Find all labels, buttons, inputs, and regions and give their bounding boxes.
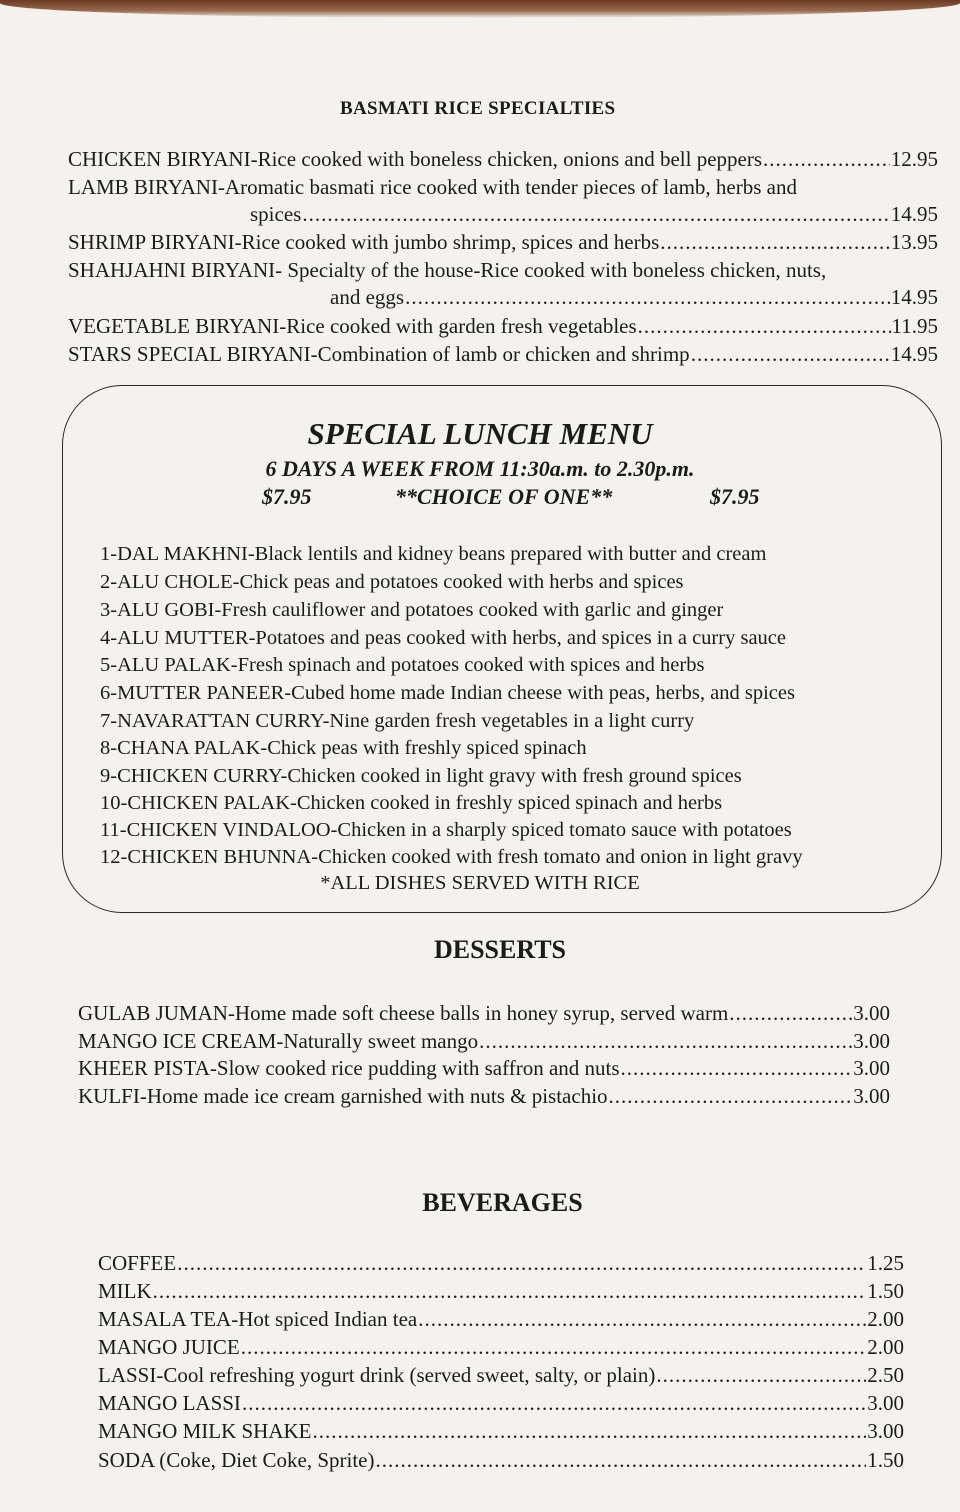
item-description: LAMB BIRYANI-Aromatic basmati rice cooked with tender pieces of lamb, herbs and [68, 175, 797, 199]
beverage-item [98, 1362, 904, 1388]
leader-dots [242, 1390, 866, 1416]
page-top-edge [0, 0, 960, 18]
item-price: 3.00 [867, 1391, 904, 1415]
leader-dots [177, 1250, 866, 1276]
leader-dots [153, 1278, 867, 1304]
beverage-item [98, 1418, 904, 1444]
lunch-item: 9-CHICKEN CURRY-Chicken cooked in light gravy with fresh ground spices [100, 765, 742, 787]
item-description: SHAHJAHNI BIRYANI- Specialty of the house-Rice cooked with boneless chicken, nuts, [68, 258, 827, 282]
lunch-item: 4-ALU MUTTER-Potatoes and peas cooked with herbs, and spices in a curry sauce [100, 627, 786, 649]
item-description: STARS SPECIAL BIRYANI-Combination of lamb or chicken and shrimp [68, 342, 690, 366]
lunch-item: 12-CHICKEN BHUNNA-Chicken cooked with fresh tomato and onion in light gravy [100, 846, 803, 868]
leader-dots [313, 1418, 867, 1444]
beverage-item [98, 1250, 904, 1276]
lunch-note: *ALL DISHES SERVED WITH RICE [320, 872, 640, 894]
item-price: 1.50 [867, 1279, 904, 1303]
rice-section-title: BASMATI RICE SPECIALTIES [340, 98, 616, 119]
lunch-menu-title: SPECIAL LUNCH MENU [307, 416, 653, 451]
item-description: MANGO MILK SHAKE [98, 1419, 312, 1443]
lunch-item: 3-ALU GOBI-Fresh cauliflower and potatoes cooked with garlic and ginger [100, 599, 724, 621]
item-description: GULAB JUMAN-Home made soft cheese balls in honey syrup, served warm [78, 1001, 729, 1025]
menu-item-stars-special-biryani [68, 341, 938, 367]
leader-dots [241, 1334, 867, 1360]
item-price: 14.95 [890, 342, 938, 366]
item-price: 2.00 [867, 1307, 904, 1331]
leader-dots [638, 313, 891, 339]
dessert-item [78, 1000, 890, 1026]
lunch-hours: 6 DAYS A WEEK FROM 11:30a.m. to 2.30p.m. [265, 456, 695, 481]
item-description-cont: and eggs [330, 285, 405, 309]
item-description: KHEER PISTA-Slow cooked rice pudding with saffron and nuts [78, 1056, 620, 1080]
leader-dots [691, 341, 890, 367]
menu-item-chicken-biryani [68, 146, 938, 172]
beverage-item [98, 1447, 904, 1473]
dessert-item [78, 1055, 890, 1081]
item-description: MANGO ICE CREAM-Naturally sweet mango [78, 1029, 479, 1053]
item-price: 3.00 [853, 1056, 890, 1080]
item-price: 14.95 [890, 202, 938, 226]
menu-item-shahjahni-biryani [68, 257, 938, 283]
leader-dots [405, 284, 890, 310]
lunch-item: 6-MUTTER PANEER-Cubed home made Indian cheese with peas, herbs, and spices [100, 682, 795, 704]
item-description: COFFEE [98, 1251, 177, 1275]
leader-dots [375, 1447, 866, 1473]
item-description: LASSI-Cool refreshing yogurt drink (served sweet, salty, or plain) [98, 1363, 656, 1387]
beverage-item [98, 1334, 904, 1360]
menu-item-shahjahni-biryani-cont [330, 284, 938, 310]
lunch-item: 11-CHICKEN VINDALOO-Chicken in a sharply spiced tomato sauce with potatoes [100, 819, 792, 841]
item-description: MANGO JUICE [98, 1335, 240, 1359]
menu-item-lamb-biryani [68, 174, 938, 200]
item-description: MANGO LASSI [98, 1391, 241, 1415]
item-description: CHICKEN BIRYANI-Rice cooked with boneless chicken, onions and bell peppers [68, 147, 763, 171]
lunch-item: 7-NAVARATTAN CURRY-Nine garden fresh vegetables in a light curry [100, 710, 695, 732]
item-description: SODA (Coke, Diet Coke, Sprite) [98, 1448, 375, 1472]
leader-dots [729, 1000, 852, 1026]
desserts-title: DESSERTS [433, 935, 567, 964]
item-price: 2.50 [867, 1363, 904, 1387]
lunch-price-left: $7.95 [262, 484, 312, 509]
item-price: 3.00 [853, 1029, 890, 1053]
item-description: KULFI-Home made ice cream garnished with nuts & pistachio [78, 1084, 608, 1108]
dessert-item [78, 1028, 890, 1054]
beverage-item [98, 1278, 904, 1304]
lunch-item: 1-DAL MAKHNI-Black lentils and kidney beans prepared with butter and cream [100, 543, 767, 565]
beverage-item [98, 1390, 904, 1416]
item-price: 2.00 [867, 1335, 904, 1359]
item-description-cont: spices [250, 202, 302, 226]
menu-item-shrimp-biryani [68, 229, 938, 255]
item-description: MILK [98, 1279, 152, 1303]
item-description: SHRIMP BIRYANI-Rice cooked with jumbo shrimp, spices and herbs [68, 230, 660, 254]
lunch-item: 5-ALU PALAK-Fresh spinach and potatoes cooked with spices and herbs [100, 654, 705, 676]
item-price: 1.50 [867, 1448, 904, 1472]
item-price: 12.95 [890, 147, 938, 171]
leader-dots [418, 1306, 866, 1332]
leader-dots [302, 201, 889, 227]
item-price: 14.95 [890, 285, 938, 309]
item-price: 3.00 [867, 1419, 904, 1443]
leader-dots [656, 1362, 866, 1388]
item-description: MASALA TEA-Hot spiced Indian tea [98, 1307, 418, 1331]
item-price: 11.95 [891, 314, 938, 338]
lunch-choice-label: **CHOICE OF ONE** [395, 484, 613, 509]
lunch-item: 2-ALU CHOLE-Chick peas and potatoes cooked with herbs and spices [100, 571, 684, 593]
leader-dots [609, 1083, 853, 1109]
leader-dots [621, 1055, 853, 1081]
item-price: 13.95 [890, 230, 938, 254]
lunch-item: 10-CHICKEN PALAK-Chicken cooked in freshly spiced spinach and herbs [100, 792, 723, 814]
leader-dots [479, 1028, 852, 1054]
dessert-item [78, 1083, 890, 1109]
lunch-price-right: $7.95 [710, 484, 760, 509]
leader-dots [660, 229, 889, 255]
beverage-item [98, 1306, 904, 1332]
menu-item-vegetable-biryani [68, 313, 938, 339]
menu-item-lamb-biryani-cont [250, 201, 938, 227]
beverages-title: BEVERAGES [422, 1188, 583, 1217]
lunch-item: 8-CHANA PALAK-Chick peas with freshly spiced spinach [100, 737, 587, 759]
item-description: VEGETABLE BIRYANI-Rice cooked with garden fresh vegetables [68, 314, 637, 338]
item-price: 3.00 [853, 1084, 890, 1108]
item-price: 3.00 [853, 1001, 890, 1025]
item-price: 1.25 [867, 1251, 904, 1275]
leader-dots [763, 146, 890, 172]
